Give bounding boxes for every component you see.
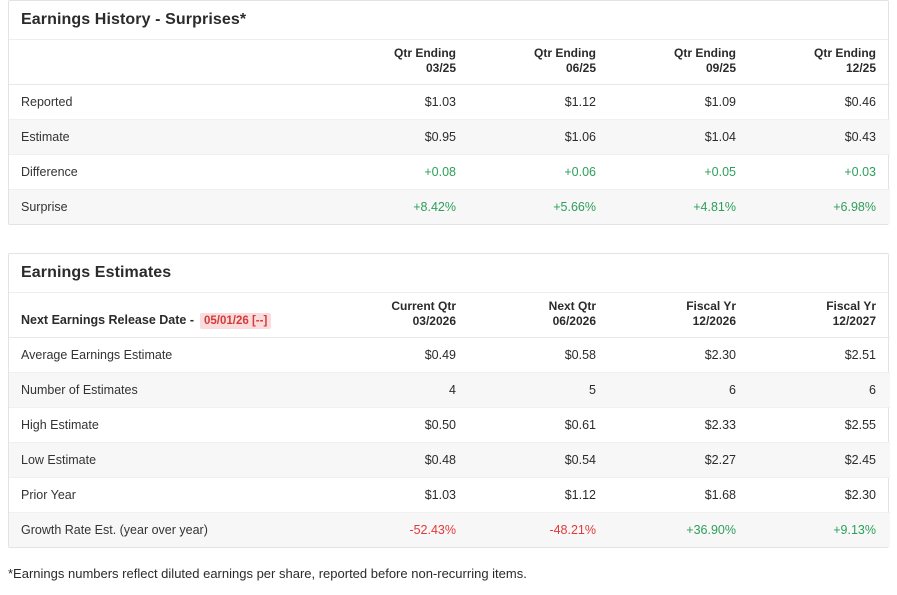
column-header-line1: Fiscal Yr (826, 299, 876, 313)
cell-difference-q2: +0.06 (470, 155, 610, 190)
cell-count-next-qtr: 5 (470, 373, 610, 408)
row-label-reported: Reported (9, 85, 330, 120)
column-header-line1: Qtr Ending (674, 46, 736, 60)
column-header-fiscal-yr-1 (610, 293, 750, 338)
table-row (9, 155, 890, 190)
cell-estimate-q4: $0.43 (750, 120, 890, 155)
column-header-line2: 12/25 (845, 61, 876, 75)
table-row (9, 190, 890, 225)
table-row (9, 120, 890, 155)
column-header-line2: 12/2027 (832, 314, 876, 328)
column-header-line1: Current Qtr (391, 299, 456, 313)
earnings-history-header (9, 40, 890, 85)
cell-surprise-q3: +4.81% (610, 190, 750, 225)
table-row (9, 408, 890, 443)
column-header-line2: 06/25 (565, 61, 596, 75)
cell-estimate-q3: $1.04 (610, 120, 750, 155)
column-header-line1: Next Qtr (548, 299, 596, 313)
earnings-history-panel (8, 0, 889, 225)
row-label-growth-rate-est: Growth Rate Est. (year over year) (9, 513, 330, 548)
table-row (9, 478, 890, 513)
column-header-line1: Qtr Ending (394, 46, 456, 60)
table-row (9, 85, 890, 120)
cell-low-fy1: $2.27 (610, 443, 750, 478)
cell-reported-q3: $1.09 (610, 85, 750, 120)
table-row (9, 443, 890, 478)
column-header-line2: 09/25 (705, 61, 736, 75)
row-label-estimate: Estimate (9, 120, 330, 155)
cell-growth-fy1: +36.90% (610, 513, 750, 548)
cell-difference-q3: +0.05 (610, 155, 750, 190)
earnings-estimates-body (9, 338, 890, 548)
table-header-row (9, 40, 890, 85)
cell-low-fy2: $2.45 (750, 443, 890, 478)
cell-count-fy2: 6 (750, 373, 890, 408)
next-earnings-release-label: Next Earnings Release Date - (21, 313, 194, 327)
column-header-qtr-4 (750, 40, 890, 85)
cell-prior-next-qtr: $1.12 (470, 478, 610, 513)
column-header-qtr-3 (610, 40, 750, 85)
cell-average-fy2: $2.51 (750, 338, 890, 373)
section-spacer (8, 225, 889, 253)
cell-reported-q2: $1.12 (470, 85, 610, 120)
column-header-line1: Qtr Ending (534, 46, 596, 60)
cell-reported-q4: $0.46 (750, 85, 890, 120)
cell-prior-fy2: $2.30 (750, 478, 890, 513)
cell-average-current-qtr: $0.49 (330, 338, 470, 373)
cell-count-current-qtr: 4 (330, 373, 470, 408)
cell-count-fy1: 6 (610, 373, 750, 408)
column-header-line1: Fiscal Yr (686, 299, 736, 313)
cell-difference-q1: +0.08 (330, 155, 470, 190)
column-header-line2: 06/2026 (552, 314, 596, 328)
cell-prior-fy1: $1.68 (610, 478, 750, 513)
cell-reported-q1: $1.03 (330, 85, 470, 120)
column-header-blank (9, 40, 330, 85)
row-label-high-estimate: High Estimate (9, 408, 330, 443)
cell-average-next-qtr: $0.58 (470, 338, 610, 373)
earnings-history-title: Earnings History - Surprises* (9, 1, 888, 40)
column-header-next-qtr (470, 293, 610, 338)
cell-high-fy1: $2.33 (610, 408, 750, 443)
cell-high-next-qtr: $0.61 (470, 408, 610, 443)
column-header-fiscal-yr-2 (750, 293, 890, 338)
cell-average-fy1: $2.30 (610, 338, 750, 373)
cell-growth-next-qtr: -48.21% (470, 513, 610, 548)
cell-surprise-q4: +6.98% (750, 190, 890, 225)
column-header-qtr-1 (330, 40, 470, 85)
column-header-qtr-2 (470, 40, 610, 85)
row-label-prior-year: Prior Year (9, 478, 330, 513)
table-row (9, 373, 890, 408)
cell-surprise-q2: +5.66% (470, 190, 610, 225)
row-label-number-of-estimates: Number of Estimates (9, 373, 330, 408)
column-header-current-qtr (330, 293, 470, 338)
column-header-line2: 03/25 (425, 61, 456, 75)
earnings-estimates-header (9, 293, 890, 338)
cell-estimate-q1: $0.95 (330, 120, 470, 155)
cell-surprise-q1: +8.42% (330, 190, 470, 225)
earnings-history-table (9, 40, 890, 224)
earnings-estimates-title: Earnings Estimates (9, 254, 888, 293)
row-label-average-earnings-estimate: Average Earnings Estimate (9, 338, 330, 373)
cell-high-fy2: $2.55 (750, 408, 890, 443)
cell-estimate-q2: $1.06 (470, 120, 610, 155)
column-header-line1: Qtr Ending (814, 46, 876, 60)
cell-high-current-qtr: $0.50 (330, 408, 470, 443)
next-earnings-release (9, 293, 330, 338)
row-label-surprise: Surprise (9, 190, 330, 225)
cell-low-current-qtr: $0.48 (330, 443, 470, 478)
column-header-line2: 12/2026 (692, 314, 736, 328)
cell-growth-current-qtr: -52.43% (330, 513, 470, 548)
cell-prior-current-qtr: $1.03 (330, 478, 470, 513)
cell-growth-fy2: +9.13% (750, 513, 890, 548)
earnings-estimates-panel (8, 253, 889, 548)
earnings-estimates-table (9, 293, 890, 547)
next-earnings-release-date-badge[interactable]: 05/01/26 [--] (200, 313, 271, 329)
row-label-difference: Difference (9, 155, 330, 190)
cell-difference-q4: +0.03 (750, 155, 890, 190)
table-header-row (9, 293, 890, 338)
cell-low-next-qtr: $0.54 (470, 443, 610, 478)
column-header-line2: 03/2026 (412, 314, 456, 328)
table-row (9, 513, 890, 548)
footnote: *Earnings numbers reflect diluted earnings per share, reported before non-recurring items. (8, 566, 527, 581)
row-label-low-estimate: Low Estimate (9, 443, 330, 478)
earnings-history-body (9, 85, 890, 225)
table-row (9, 338, 890, 373)
